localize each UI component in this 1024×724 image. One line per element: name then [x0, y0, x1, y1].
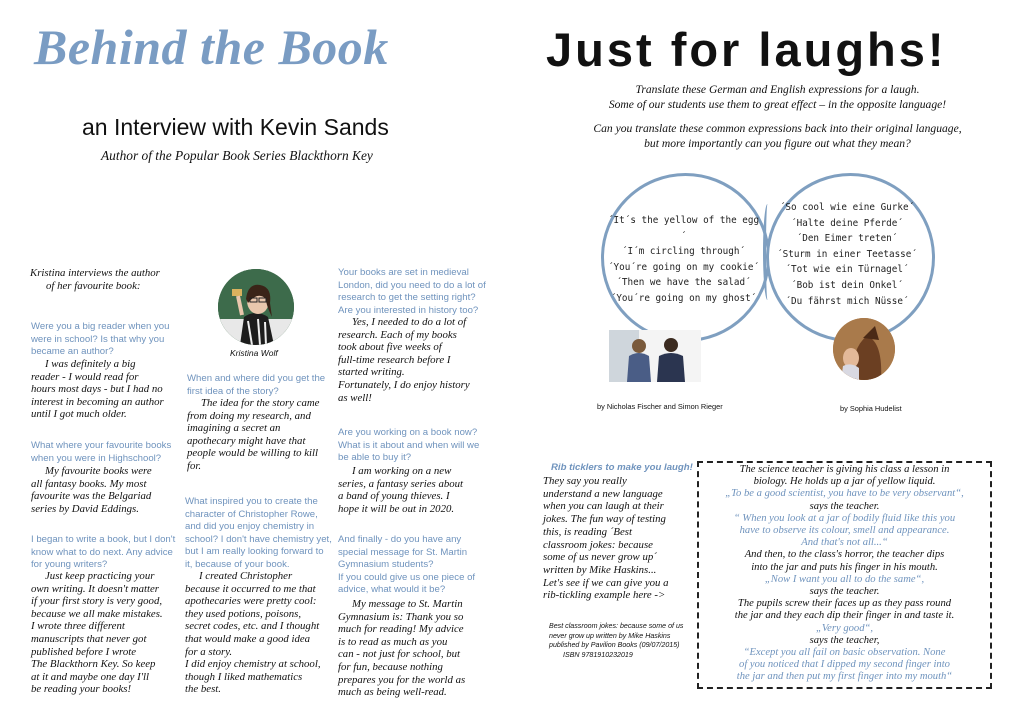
joke-line: says the teacher. [809, 586, 880, 598]
question-6: Your books are set in medieval London, did you need to do a lot of research to get the setting right? Are you interested in history too? [338, 267, 486, 316]
answer-6: Yes, I needed to do a lot of research. Each of my books took about five weeks of full-time research before I started writing. Fortunately, I do enjoy history as well! [338, 316, 470, 404]
interviewer-photo [218, 269, 294, 345]
question-2: What where your favourite books when you were in Highschool? [31, 440, 172, 464]
answer-7: I am working on a new series, a fantasy series about a band of young thieves. I hope it will be out in 2020. [338, 465, 464, 515]
question-7: Are you working on a book now? What is it about and when will we be able to buy it? [338, 427, 480, 463]
credit-right: by Sophia Hudelist [840, 404, 902, 413]
question-1: Were you a big reader when you were in school? Is that why you became an author? [31, 321, 170, 357]
tickler-heading: Rib ticklers to make you laugh! [551, 462, 693, 473]
students-photo [609, 330, 701, 382]
joke-line: says the teacher. [809, 500, 880, 512]
joke-line: have to observe its colour, smell and appearance. [739, 525, 950, 537]
question-3: I began to write a book, but I don't know what to do next. Any advice for young writers? [31, 534, 176, 570]
joke-line: biology. He holds up a jar of yellow liquid. [753, 476, 936, 488]
joke-line: And then, to the class's horror, the teacher dips [744, 549, 945, 561]
joke-line: „Now I want you all to do the same“, [764, 573, 925, 585]
photo-caption: Kristina Wolf [230, 348, 278, 358]
answer-3: Just keep practicing your own writing. It doesn't matter if your first story is very good, because we all make mistakes. I wrote three different manuscripts that never got published before I wrote The Blackthorn Key. So keep at it and maybe one day I'll be reading your books! [31, 570, 163, 696]
joke-line: “ When you look at a jar of bodily fluid like this you [733, 512, 956, 524]
laughs-intro: Translate these German and English expressions for a laugh. Some of our students use them to great effect – in the opposite language! Can you translate these common expressions back into their original language, but more importantly can you figure out what they mean? [593, 83, 962, 150]
joke-line: the jar and then put my first finger into my mouth“ [736, 671, 953, 683]
credit-left: by Nicholas Fischer and Simon Rieger [597, 402, 723, 411]
german-expressions: ´So cool wie eine Gurke´ ´Halte deine Pferde´ ´Den Eimer treten´ ´Sturm in einer Teetasse´ ´Tot wie ein Türnagel´ ´Bob ist dein Onkel´ ´Du fährst mich Nüsse´ [777, 202, 917, 307]
answer-2: My favourite books were all fantasy books. My most favourite was the Belgariad series by David Eddings. [31, 465, 152, 515]
joke-line: “Except you all fail on basic observation. None [743, 647, 946, 659]
joke-line: into the jar and puts his finger in his mouth. [751, 561, 938, 573]
joke-line: The pupils screw their faces up as they pass round [737, 598, 952, 610]
answer-1: I was definitely a big reader - I would read for hours most days - but I had no interest in becoming an author until I got much older. [31, 358, 164, 421]
joke-line: „Very good“, [815, 622, 874, 634]
tickler-text: They say you really understand a new language when you can laugh at their jokes. The fun way of testing this, is reading ´Best classroom jokes: because some of us never grow up´ written by Mike Haskins... Let's see if we can give you a rib-tickling example here -> [543, 475, 669, 602]
interview-subtitle: an Interview with Kevin Sands [82, 114, 389, 140]
joke-line: the jar and they each dip their finger in and taste it. [734, 610, 955, 622]
joke-line: of you noticed that I dipped my second finger into [739, 659, 950, 671]
question-8: And finally - do you have any special message for St. Martin Gymnasium students? If you could give us one piece of advice, what would it be? [338, 534, 476, 595]
author-byline: Author of the Popular Book Series Blackthorn Key [101, 148, 373, 163]
joke-line: The science teacher is giving his class a lesson in [739, 464, 950, 475]
circle-overlap [763, 204, 772, 300]
joke-line: And that's not all...“ [801, 537, 888, 549]
english-expressions: ´It´s the yellow of the egg´ ´I´m circling through´ ´You´re going on my cookie´ ´Then we have the salad´ ´You´re going on my ghost´ [607, 215, 760, 304]
book-reference: Best classroom jokes: because some of us never grow up written by Mike Haskins published by Pavilion Books (09/07/2015) ISBN 9781910232019 [549, 622, 684, 659]
left-title: Behind the Book [34, 19, 389, 75]
answer-5: I created Christopher because it occurred to me that apothecaries were pretty cool: they used potions, poisons, secret codes, etc. and I thought that would make a good idea for a story. I did enjoy chemistry at school, though I liked mathematics the best. [185, 570, 321, 696]
question-5: What inspired you to create the character of Christopher Rowe, and did you enjoy chemistry in school? I don't have chemistry yet, but I am really looking forward to it, because of your book. [185, 496, 332, 570]
sophia-photo [833, 318, 895, 380]
joke-text [699, 464, 990, 684]
joke-line: says the teacher, [809, 634, 880, 646]
answer-8: My message to St. Martin Gymnasium is: Thank you so much for reading! My advice is to read as much as you can - not just for school, but for fun, because nothing prepares you for the world as much as being well-read. [338, 598, 466, 699]
joke-line: „To be a good scientist, you have to be very observant“, [725, 488, 964, 500]
answer-4: The idea for the story came from doing my research, and imagining a secret an apothecary might have that people would be willing to kill for. [187, 397, 320, 472]
right-title: Just for laughs! [546, 23, 947, 76]
intro-text: Kristina interviews the author of her favourite book: [30, 267, 160, 292]
question-4: When and where did you get the first idea of the story? [187, 373, 326, 397]
